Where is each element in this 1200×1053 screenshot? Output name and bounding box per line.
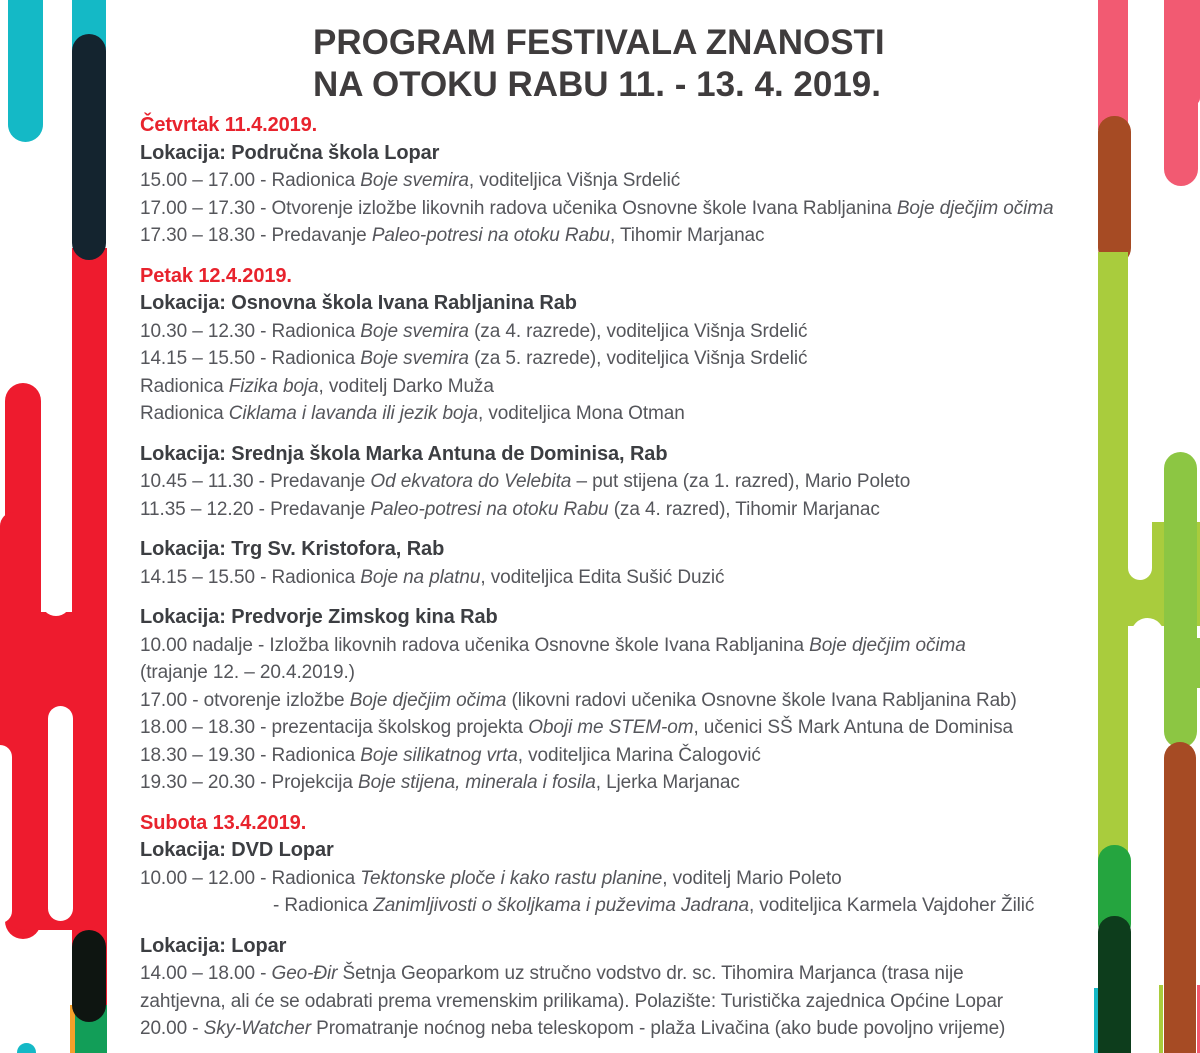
text-segment: - Radionica <box>273 895 374 916</box>
schedule-line <box>140 1015 1090 1043</box>
schedule-line <box>140 632 1090 660</box>
schedule-line <box>140 496 1090 524</box>
location-heading: Lokacija: Područna škola Lopar <box>140 141 440 164</box>
text-segment: , voditeljica Marina Čalogović <box>517 744 761 766</box>
text-segment: Oboji me STEM-om <box>528 717 694 738</box>
text-segment: Boje dječjim očima <box>896 197 1054 219</box>
text-segment: Radionica <box>140 375 229 397</box>
location-heading: Lokacija: Lopar <box>140 934 287 957</box>
schedule-line <box>140 714 1090 742</box>
text-segment: Radionica <box>140 403 229 424</box>
text-segment: Boje svemira <box>360 170 469 191</box>
text-segment: Tektonske ploče i kako rastu planine <box>360 867 663 889</box>
decor-pink-stub-edge <box>1186 0 1200 105</box>
decor-white-notch-right <box>1128 495 1152 580</box>
schedule <box>140 112 1090 1053</box>
title-line-1: PROGRAM FESTIVALA ZNANOSTI <box>313 23 885 62</box>
decor-white-slot-b <box>48 706 73 921</box>
schedule-line <box>140 960 1090 988</box>
location-heading: Lokacija: Srednja škola Marka Antuna de Dominisa, Rab <box>140 442 668 465</box>
decor-navy-capsule-left <box>72 34 106 260</box>
schedule-line <box>140 865 1090 893</box>
decor-darkgreen-capsule-a <box>1098 916 1131 1053</box>
text-segment: Boje dječjim očima <box>349 689 507 711</box>
text-segment: Sky-Watcher <box>203 1018 311 1039</box>
text-segment: – put stijena (za 1. razred), Mario Poleto <box>571 471 911 492</box>
decor-red-blob-upper <box>0 512 41 622</box>
decor-teal-dot <box>17 1043 36 1053</box>
schedule-block <box>140 441 1090 524</box>
schedule-line <box>140 468 1090 496</box>
day-heading: Petak 12.4.2019. <box>140 264 292 287</box>
text-segment: , voditeljica Karmela Vajdoher Žilić <box>748 895 1035 916</box>
text-segment: 10.00 nadalje - Izložba likovnih radova učenika Osnovne škole Ivana Rabljanina <box>140 634 810 656</box>
decor-white-gap-right <box>1131 618 1164 818</box>
schedule-block <box>140 933 1090 1043</box>
schedule-block <box>140 810 1090 920</box>
text-segment: 10.00 – 12.00 - Radionica <box>140 867 361 889</box>
text-segment: (za 5. razrede), voditeljica Višnja Srdelić <box>468 348 808 369</box>
text-segment: 14.00 – 18.00 - <box>140 963 272 984</box>
decor-white-slot-a <box>41 480 71 616</box>
text-segment: Boje stijena, minerala i fosila <box>358 772 596 793</box>
text-segment: 15.00 – 17.00 - Radionica <box>140 170 361 191</box>
text-segment: Geo-Đir <box>271 963 338 984</box>
text-segment: Od ekvatora do Velebita <box>370 471 572 492</box>
text-segment: , voditeljica Mona Otman <box>477 403 685 424</box>
schedule-block <box>140 112 1090 250</box>
decor-lightgreen-stub-edge <box>1188 638 1200 688</box>
text-segment: (likovni radovi učenika Osnovne škole Ivana Rabljanina Rab) <box>506 689 1017 711</box>
text-segment: (za 4. razred), Tihomir Marjanac <box>608 498 880 520</box>
decor-teal-capsule-left <box>8 0 43 142</box>
text-segment: Zanimljivosti o školjkama i puževima Jadrana <box>373 895 749 916</box>
text-segment: 14.15 – 15.50 - Radionica <box>140 566 361 588</box>
schedule-line <box>140 373 1090 401</box>
text-segment: , Tihomir Marjanac <box>609 225 765 246</box>
location-heading: Lokacija: DVD Lopar <box>140 839 334 861</box>
text-segment: Paleo-potresi na otoku Rabu <box>370 498 609 520</box>
day-heading: Subota 13.4.2019. <box>140 811 307 834</box>
schedule-line <box>140 892 1090 920</box>
schedule-line <box>140 988 1090 1016</box>
text-segment: Promatranje noćnog neba teleskopom - plaža Livačina (ako bude povoljno vrijeme) <box>310 1018 1006 1039</box>
text-segment: Boje svemira <box>360 348 469 369</box>
schedule-line <box>140 195 1090 223</box>
text-segment: 18.30 – 19.30 - Radionica <box>140 744 361 766</box>
location-heading: Lokacija: Trg Sv. Kristofora, Rab <box>140 538 445 560</box>
schedule-line <box>140 687 1090 715</box>
text-segment: Boje na platnu <box>360 566 481 588</box>
text-segment: (trajanje 12. – 20.4.2019.) <box>140 662 355 683</box>
schedule-block <box>140 536 1090 591</box>
schedule-line <box>140 400 1090 428</box>
decor-brown-capsule-b <box>1164 742 1196 1053</box>
text-segment: 17.00 - otvorenje izložbe <box>140 689 350 711</box>
poster-title <box>313 22 885 106</box>
text-segment: , voditeljica Edita Sušić Duzić <box>480 566 725 588</box>
schedule-line <box>140 659 1090 687</box>
text-segment: 17.00 – 17.30 - Otvorenje izložbe likovnih radova učenika Osnovne škole Ivana Rabljanina <box>140 197 897 219</box>
schedule-line <box>140 222 1090 250</box>
decor-yellowgreen-sliver-bb <box>1159 985 1163 1053</box>
text-segment: (za 4. razrede), voditeljica Višnja Srdelić <box>468 320 808 342</box>
text-segment: Boje svemira <box>360 320 469 342</box>
decor-lightgreen-capsule-b <box>1164 452 1197 748</box>
text-segment: Šetnja Geoparkom uz stručno vodstvo dr. sc. Tihomira Marjanca (trasa nije <box>337 963 964 984</box>
schedule-line <box>140 769 1090 797</box>
text-segment: 17.30 – 18.30 - Predavanje <box>140 225 372 246</box>
text-segment: , voditeljica Višnja Srdelić <box>468 170 681 191</box>
location-heading: Lokacija: Osnovna škola Ivana Rabljanina Rab <box>140 292 577 314</box>
day-heading: Četvrtak 11.4.2019. <box>140 114 318 136</box>
text-segment: , voditelj Darko Muža <box>318 375 494 397</box>
text-segment: , Ljerka Marjanac <box>595 772 740 793</box>
text-segment: 11.35 – 12.20 - Predavanje <box>140 498 371 520</box>
text-segment: 10.45 – 11.30 - Predavanje <box>140 471 371 492</box>
text-segment: Boje dječjim očima <box>809 634 966 656</box>
text-segment: 18.00 – 18.30 - prezentacija školskog projekta <box>140 717 529 738</box>
location-heading: Lokacija: Predvorje Zimskog kina Rab <box>140 606 498 628</box>
decor-white-slot-c <box>0 745 12 923</box>
schedule-block <box>140 604 1090 797</box>
schedule-line <box>140 318 1090 346</box>
text-segment: , voditelj Mario Poleto <box>662 867 842 889</box>
text-segment: zahtjevna, ali će se odabrati prema vremenskim prilikama). Polazište: Turistička zajednica Općine Lopar <box>140 990 1004 1012</box>
text-segment: Paleo-potresi na otoku Rabu <box>371 225 610 246</box>
decor-black-capsule <box>72 930 106 1022</box>
text-segment: Ciklama i lavanda ili jezik boja <box>228 403 478 424</box>
decor-pink-bar-right-a <box>1098 0 1128 130</box>
schedule-line <box>140 564 1090 592</box>
title-line-2: NA OTOKU RABU 11. - 13. 4. 2019. <box>313 65 881 104</box>
decor-brown-capsule-a <box>1098 116 1131 264</box>
text-segment: 19.30 – 20.30 - Projekcija <box>140 772 359 793</box>
text-segment: 14.15 – 15.50 - Radionica <box>140 348 361 369</box>
text-segment: Fizika boja <box>228 375 319 397</box>
schedule-line <box>140 742 1090 770</box>
schedule-line <box>140 345 1090 373</box>
text-segment: Boje silikatnog vrta <box>360 744 518 766</box>
schedule-block <box>140 263 1090 428</box>
schedule-line <box>140 167 1090 195</box>
text-segment: 10.30 – 12.30 - Radionica <box>140 320 361 342</box>
text-segment: 20.00 - <box>140 1018 204 1039</box>
text-segment: , učenici SŠ Mark Antuna de Dominisa <box>693 717 1013 738</box>
